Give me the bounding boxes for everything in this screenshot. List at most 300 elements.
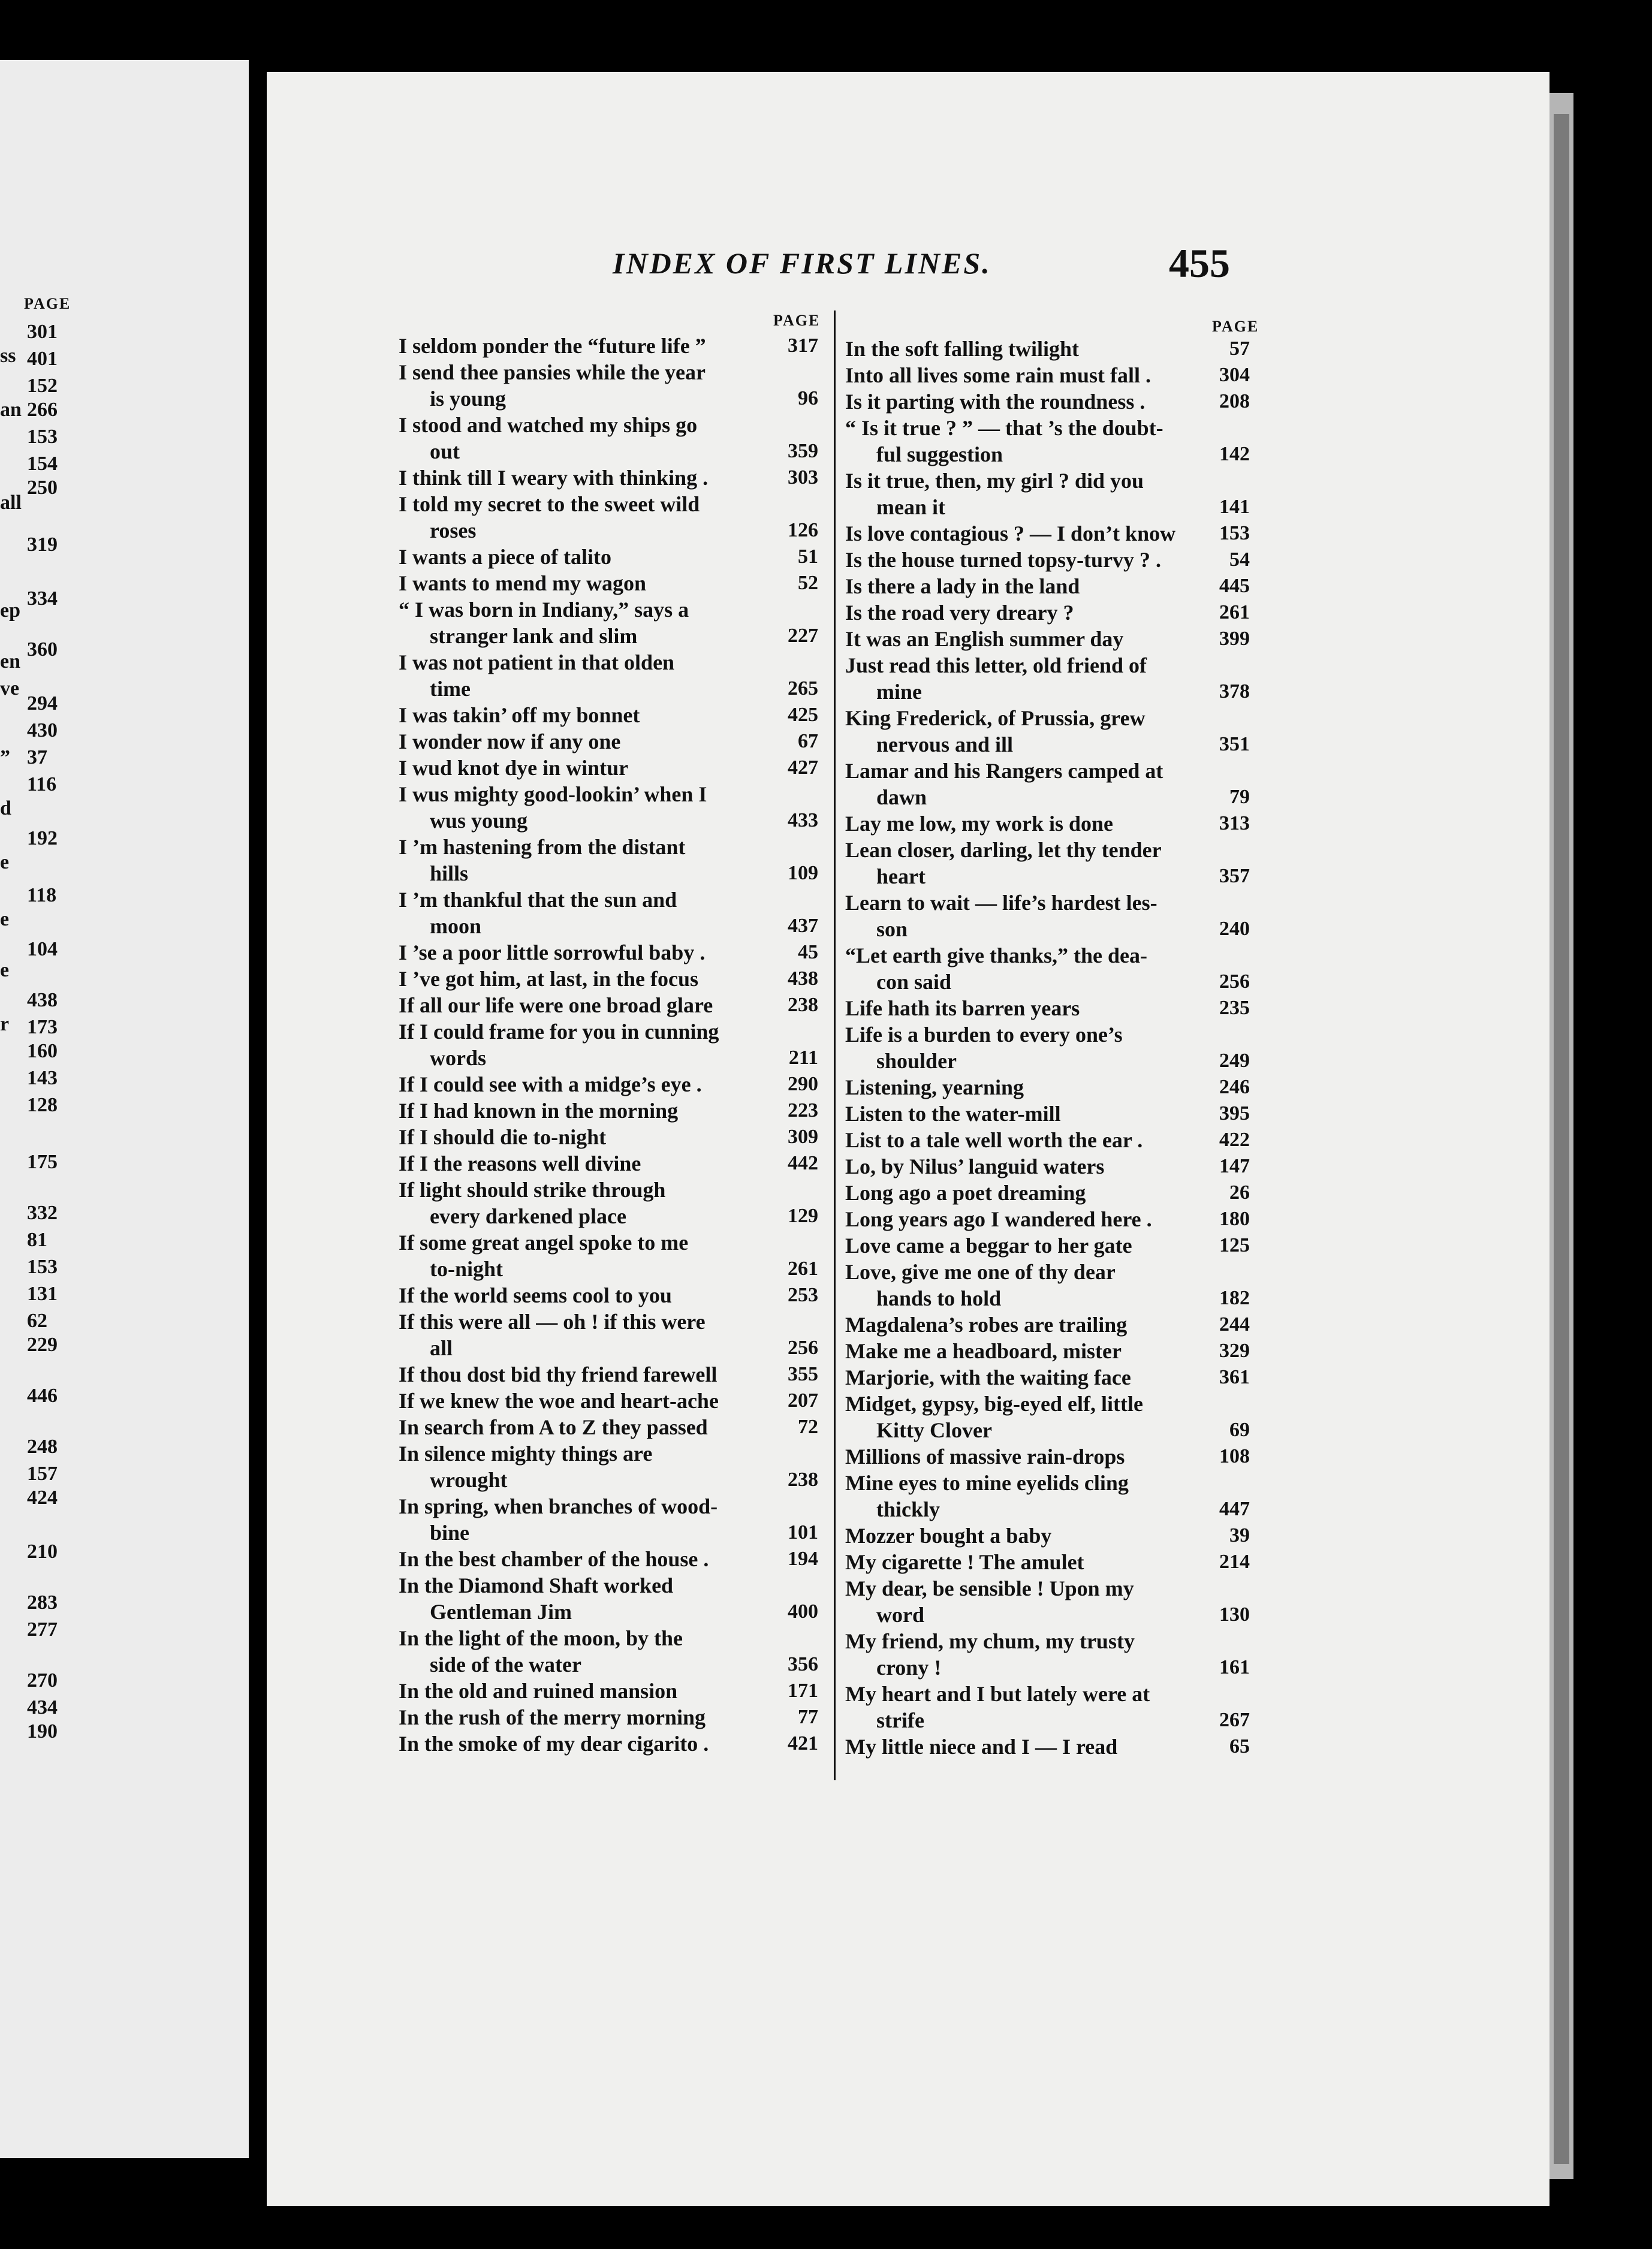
entry-page-number: 208 [1219, 390, 1250, 412]
entry-page-number: 109 [788, 862, 818, 884]
entry-first-line: King Frederick, of Prussia, grew [845, 706, 1145, 730]
entry-first-line: I think till I weary with thinking . [399, 466, 709, 490]
facing-page-number: 153 [27, 1256, 58, 1278]
entry-continuation: words [430, 1046, 487, 1070]
entry-first-line: Lamar and his Rangers camped at [845, 759, 1163, 783]
index-entry [845, 758, 1250, 810]
entry-page-number: 399 [1219, 628, 1250, 650]
running-title: INDEX OF FIRST LINES. [613, 246, 991, 280]
index-entry [399, 570, 818, 596]
entry-continuation: Gentleman Jim [430, 1600, 572, 1624]
index-entry [845, 1312, 1250, 1338]
index-entry [399, 1150, 818, 1177]
index-entry [845, 1127, 1250, 1153]
index-entry [845, 1021, 1250, 1074]
entry-continuation: bine [430, 1521, 470, 1545]
facing-page-number: 210 [27, 1540, 58, 1563]
facing-page-number: 153 [27, 426, 58, 448]
entry-page-number: 227 [788, 625, 818, 647]
facing-page-number: 430 [27, 719, 58, 741]
entry-page-number: 303 [788, 466, 818, 489]
entry-page-number: 211 [788, 1047, 818, 1069]
entry-page-number: 438 [788, 967, 818, 990]
facing-page-number: 446 [27, 1385, 58, 1407]
entry-page-number: 182 [1219, 1287, 1250, 1309]
entry-page-number: 171 [788, 1680, 818, 1702]
facing-page-number: 334 [27, 587, 58, 610]
entry-page-number: 130 [1219, 1603, 1250, 1626]
index-entry [399, 1018, 818, 1071]
facing-page-number: 360 [27, 638, 58, 661]
entry-page-number: 141 [1219, 496, 1250, 518]
entry-first-line: “ Is it true ? ” — that ’s the doubt- [845, 416, 1163, 440]
index-entry [845, 1549, 1250, 1575]
entry-page-number: 238 [788, 994, 818, 1016]
facing-page-number: 192 [27, 827, 58, 849]
entry-first-line: Learn to wait — life’s hardest les- [845, 891, 1157, 915]
entry-page-number: 425 [788, 704, 818, 726]
entry-first-line: Listening, yearning [845, 1075, 1024, 1099]
entry-first-line: If I should die to-night [399, 1125, 607, 1149]
page-column-head-left: PAGE [773, 312, 821, 329]
entry-page-number: 26 [1229, 1181, 1250, 1204]
facing-page-number: 283 [27, 1591, 58, 1614]
facing-page-number: 270 [27, 1669, 58, 1692]
entry-first-line: In silence mighty things are [399, 1442, 653, 1466]
index-entry [845, 1364, 1250, 1391]
facing-page-number: 143 [27, 1067, 58, 1089]
facing-page-fragment: all [0, 492, 22, 514]
index-entry [399, 781, 818, 834]
entry-first-line: If thou dost bid thy friend farewell [399, 1362, 718, 1386]
facing-page-number: 319 [27, 533, 58, 556]
index-entry [845, 1575, 1250, 1628]
facing-page-number: 229 [27, 1334, 58, 1356]
entry-page-number: 194 [788, 1548, 818, 1570]
facing-page-number: 37 [27, 746, 47, 768]
entry-page-number: 77 [798, 1706, 818, 1728]
entry-first-line: I wants a piece of talito [399, 545, 611, 569]
entry-page-number: 304 [1219, 364, 1250, 386]
facing-page-fragment: e [0, 851, 10, 873]
index-entry [399, 649, 818, 702]
entry-first-line: If the world seems cool to you [399, 1283, 672, 1307]
facing-page-number: 104 [27, 938, 58, 960]
entry-page-number: 67 [798, 730, 818, 752]
index-entry [845, 415, 1250, 468]
entry-page-number: 442 [788, 1152, 818, 1174]
entry-first-line: I was not patient in that olden [399, 650, 675, 674]
facing-page-fragment: d [0, 797, 11, 819]
entry-first-line: I stood and watched my ships go [399, 413, 698, 437]
entry-first-line: Love, give me one of thy dear [845, 1260, 1116, 1284]
facing-page-number: 154 [27, 453, 58, 475]
facing-page-fragment: e [0, 908, 10, 930]
entry-page-number: 317 [788, 334, 818, 357]
entry-page-number: 313 [1219, 812, 1250, 834]
entry-first-line: Life is a burden to every one’s [845, 1023, 1123, 1047]
facing-page-number: 266 [27, 399, 58, 421]
entry-first-line: I send thee pansies while the year [399, 360, 706, 384]
index-entry [845, 599, 1250, 626]
index-entry [399, 1361, 818, 1388]
entry-page-number: 142 [1219, 443, 1250, 465]
entry-first-line: I seldom ponder the “future life ” [399, 334, 706, 358]
index-entry [399, 412, 818, 465]
index-entry [845, 1628, 1250, 1681]
facing-page-number: 438 [27, 989, 58, 1011]
index-entry [845, 1523, 1250, 1549]
entry-continuation: is young [430, 387, 507, 411]
entry-continuation: wrought [430, 1468, 508, 1492]
index-entry [845, 1153, 1250, 1180]
entry-page-number: 400 [788, 1600, 818, 1623]
index-entry [845, 810, 1250, 837]
facing-page-number: 277 [27, 1618, 58, 1641]
column-rule [834, 310, 836, 1780]
entry-continuation: con said [876, 970, 952, 994]
entry-page-number: 309 [788, 1126, 818, 1148]
entry-first-line: My cigarette ! The amulet [845, 1550, 1084, 1574]
entry-continuation: hands to hold [876, 1286, 1002, 1310]
entry-page-number: 261 [1219, 601, 1250, 623]
entry-page-number: 249 [1219, 1050, 1250, 1072]
entry-first-line: I ’se a poor little sorrowful baby . [399, 940, 706, 964]
entry-first-line: If all our life were one broad glare [399, 993, 713, 1017]
entry-page-number: 261 [788, 1258, 818, 1280]
entry-page-number: 147 [1219, 1155, 1250, 1177]
facing-page-fragment: ss [0, 345, 16, 367]
entry-first-line: List to a tale well worth the ear . [845, 1128, 1143, 1152]
index-entry [399, 1388, 818, 1414]
entry-continuation: side of the water [430, 1653, 581, 1677]
index-entry [845, 1180, 1250, 1206]
index-entry [399, 1678, 818, 1704]
index-entry [845, 1232, 1250, 1259]
index-entry [845, 1101, 1250, 1127]
entry-first-line: I wus mighty good-lookin’ when I [399, 782, 707, 806]
entry-page-number: 161 [1219, 1656, 1250, 1678]
index-entry [845, 890, 1250, 942]
facing-page-fragment: ve [0, 677, 20, 700]
entry-page-number: 445 [1219, 575, 1250, 597]
index-entry [399, 1440, 818, 1493]
entry-continuation: shoulder [876, 1049, 957, 1073]
facing-page-number: 81 [27, 1229, 47, 1251]
entry-page-number: 427 [788, 756, 818, 779]
index-entry [399, 333, 818, 359]
entry-page-number: 395 [1219, 1102, 1250, 1124]
entry-continuation: roses [430, 518, 477, 542]
entry-page-number: 39 [1229, 1524, 1250, 1546]
entry-page-number: 422 [1219, 1129, 1250, 1151]
index-entry [399, 1229, 818, 1282]
facing-page-column-head: PAGE [24, 295, 71, 312]
entry-page-number: 355 [788, 1363, 818, 1385]
index-entry [845, 1206, 1250, 1232]
index-entry [399, 728, 818, 755]
facing-page-number: 62 [27, 1310, 47, 1332]
entry-page-number: 246 [1219, 1076, 1250, 1098]
entry-first-line: Long ago a poet dreaming [845, 1181, 1086, 1205]
index-entry [845, 652, 1250, 705]
entry-continuation: word [876, 1603, 924, 1627]
entry-continuation: moon [430, 914, 482, 938]
facing-page-number: 424 [27, 1487, 58, 1509]
entry-page-number: 244 [1219, 1313, 1250, 1335]
entry-first-line: If this were all — oh ! if this were [399, 1310, 706, 1334]
entry-page-number: 356 [788, 1653, 818, 1675]
entry-first-line: My dear, be sensible ! Upon my [845, 1576, 1134, 1600]
entry-page-number: 125 [1219, 1234, 1250, 1256]
facing-page-number: 248 [27, 1436, 58, 1458]
facing-page-number: 175 [27, 1151, 58, 1173]
entry-first-line: My friend, my chum, my trusty [845, 1629, 1135, 1653]
index-entry [399, 596, 818, 649]
index-entry [399, 939, 818, 966]
entry-first-line: If I could frame for you in cunning [399, 1020, 719, 1044]
entry-first-line: My little niece and I — I read [845, 1735, 1118, 1759]
entry-page-number: 235 [1219, 997, 1250, 1019]
index-entry [845, 336, 1250, 362]
entry-first-line: I told my secret to the sweet wild [399, 492, 700, 516]
index-entry [399, 1493, 818, 1546]
entry-first-line: Mine eyes to mine eyelids cling [845, 1471, 1129, 1495]
index-entry [845, 995, 1250, 1021]
entry-first-line: Mozzer bought a baby [845, 1524, 1052, 1548]
entry-first-line: In search from A to Z they passed [399, 1415, 708, 1439]
entry-continuation: every darkened place [430, 1204, 626, 1228]
entry-page-number: 57 [1229, 337, 1250, 360]
entry-first-line: If I had known in the morning [399, 1099, 679, 1123]
index-entry [399, 1282, 818, 1309]
entry-first-line: If I could see with a midge’s eye . [399, 1072, 702, 1096]
index-entry [399, 702, 818, 728]
entry-first-line: Lean closer, darling, let thy tender [845, 838, 1162, 862]
entry-page-number: 265 [788, 677, 818, 700]
entry-first-line: Midget, gypsy, big-eyed elf, little [845, 1392, 1143, 1416]
entry-page-number: 52 [798, 572, 818, 594]
entry-first-line: Make me a headboard, mister [845, 1339, 1122, 1363]
entry-first-line: In the light of the moon, by the [399, 1626, 683, 1650]
entry-page-number: 65 [1229, 1735, 1250, 1757]
entry-first-line: Lo, by Nilus’ languid waters [845, 1154, 1105, 1178]
index-entry [845, 1681, 1250, 1734]
index-entry [845, 547, 1250, 573]
index-entry [399, 887, 818, 939]
entry-first-line: Into all lives some rain must fall . [845, 363, 1151, 387]
entry-page-number: 214 [1219, 1551, 1250, 1573]
entry-page-number: 153 [1219, 522, 1250, 544]
entry-first-line: If we knew the woe and heart-ache [399, 1389, 719, 1413]
index-entry [845, 942, 1250, 995]
entry-first-line: Magdalena’s robes are trailing [845, 1313, 1128, 1337]
entry-first-line: I wud knot dye in wintur [399, 756, 629, 780]
index-entry [399, 1071, 818, 1098]
entry-first-line: I was takin’ off my bonnet [399, 703, 640, 727]
entry-continuation: ful suggestion [876, 442, 1003, 466]
entry-continuation: son [876, 917, 908, 941]
entry-first-line: In the best chamber of the house . [399, 1547, 709, 1571]
index-entry [845, 468, 1250, 520]
entry-page-number: 45 [798, 941, 818, 963]
facing-page-number: 250 [27, 477, 58, 499]
index-entry [845, 573, 1250, 599]
entry-first-line: Is it parting with the roundness . [845, 390, 1145, 414]
facing-page-number: 152 [27, 375, 58, 397]
entry-first-line: If light should strike through [399, 1178, 666, 1202]
index-entry [845, 362, 1250, 388]
entry-first-line: In the soft falling twilight [845, 337, 1080, 361]
entry-page-number: 267 [1219, 1709, 1250, 1731]
entry-continuation: dawn [876, 785, 927, 809]
index-entry [399, 1124, 818, 1150]
entry-continuation: mine [876, 680, 922, 704]
entry-page-number: 253 [788, 1284, 818, 1306]
entry-page-number: 447 [1219, 1498, 1250, 1520]
entry-first-line: I ’m thankful that the sun and [399, 888, 677, 912]
facing-page-number: 434 [27, 1696, 58, 1719]
facing-page-number: 128 [27, 1094, 58, 1116]
index-entry [845, 1338, 1250, 1364]
entry-first-line: Marjorie, with the waiting face [845, 1365, 1131, 1389]
index-entry [399, 755, 818, 781]
facing-page-number: 118 [27, 884, 57, 906]
entry-continuation: nervous and ill [876, 732, 1014, 756]
index-entry [399, 1098, 818, 1124]
entry-continuation: wus young [430, 809, 528, 833]
entry-first-line: If some great angel spoke to me [399, 1231, 689, 1255]
entry-continuation: mean it [876, 495, 945, 519]
entry-first-line: I ’m hastening from the distant [399, 835, 686, 859]
entry-first-line: “ I was born in Indiany,” says a [399, 598, 689, 622]
entry-continuation: all [430, 1336, 453, 1360]
index-entry [399, 1625, 818, 1678]
facing-page-fragment: r [0, 1013, 10, 1035]
index-entry [399, 1704, 818, 1731]
facing-page-fragment: ep [0, 599, 20, 622]
entry-continuation: strife [876, 1708, 924, 1732]
facing-page-number: 116 [27, 773, 57, 795]
index-entry [399, 491, 818, 544]
facing-page-number: 332 [27, 1202, 58, 1224]
facing-page-number: 157 [27, 1463, 58, 1485]
page-number: 455 [1169, 240, 1230, 286]
entry-first-line: Is love contagious ? — I don’t know [845, 521, 1176, 545]
facing-page-fragment: e [0, 959, 10, 981]
entry-first-line: Just read this letter, old friend of [845, 653, 1147, 677]
index-entry [399, 1572, 818, 1625]
entry-first-line: Is there a lady in the land [845, 574, 1080, 598]
entry-page-number: 69 [1229, 1419, 1250, 1441]
facing-page-number: 160 [27, 1040, 58, 1062]
entry-continuation: time [430, 677, 471, 701]
entry-continuation: hills [430, 861, 469, 885]
entry-page-number: 207 [788, 1389, 818, 1412]
entry-continuation: stranger lank and slim [430, 624, 638, 648]
entry-first-line: I ’ve got him, at last, in the focus [399, 967, 698, 991]
index-entry [399, 1731, 818, 1757]
entry-page-number: 240 [1219, 918, 1250, 940]
index-entry [845, 837, 1250, 890]
entry-first-line: Life hath its barren years [845, 996, 1080, 1020]
entry-page-number: 238 [788, 1469, 818, 1491]
entry-page-number: 108 [1219, 1445, 1250, 1467]
facing-page-number: 301 [27, 321, 58, 343]
index-entry [399, 834, 818, 887]
index-entry [845, 388, 1250, 415]
entry-page-number: 290 [788, 1073, 818, 1095]
entry-continuation: out [430, 439, 460, 463]
page-column-head-right: PAGE [1212, 318, 1259, 335]
entry-first-line: It was an English summer day [845, 627, 1124, 651]
index-entry [399, 1309, 818, 1361]
index-entry [845, 1470, 1250, 1523]
entry-page-number: 329 [1219, 1340, 1250, 1362]
index-entry [399, 966, 818, 992]
entry-page-number: 101 [788, 1521, 818, 1543]
entry-page-number: 359 [788, 440, 818, 462]
entry-continuation: to-night [430, 1257, 504, 1281]
entry-first-line: Lay me low, my work is done [845, 812, 1114, 836]
entry-first-line: If I the reasons well divine [399, 1151, 641, 1175]
entry-first-line: Is the road very dreary ? [845, 601, 1074, 625]
index-entry [399, 1546, 818, 1572]
entry-continuation: heart [876, 864, 926, 888]
entry-page-number: 129 [788, 1205, 818, 1227]
facing-page-fragment: en [0, 650, 20, 673]
index-entry [845, 626, 1250, 652]
entry-continuation: Kitty Clover [876, 1418, 992, 1442]
facing-page-number: 131 [27, 1283, 58, 1305]
entry-first-line: Listen to the water-mill [845, 1102, 1061, 1126]
index-entry [399, 1177, 818, 1229]
entry-first-line: In the rush of the merry morning [399, 1705, 706, 1729]
entry-page-number: 180 [1219, 1208, 1250, 1230]
entry-first-line: Millions of massive rain-drops [845, 1445, 1125, 1469]
entry-page-number: 256 [788, 1337, 818, 1359]
book-edge-shadow [1554, 114, 1569, 2164]
index-entry [399, 992, 818, 1018]
entry-first-line: My heart and I but lately were at [845, 1682, 1150, 1706]
entry-page-number: 378 [1219, 680, 1250, 703]
entry-page-number: 72 [798, 1416, 818, 1438]
entry-page-number: 433 [788, 809, 818, 831]
entry-page-number: 126 [788, 519, 818, 541]
facing-page-fragment: ” [0, 746, 10, 768]
index-entry [845, 1259, 1250, 1312]
entry-page-number: 223 [788, 1099, 818, 1122]
entry-page-number: 361 [1219, 1366, 1250, 1388]
entry-first-line: “Let earth give thanks,” the dea- [845, 943, 1147, 967]
index-entry [399, 544, 818, 570]
index-entry [845, 1734, 1250, 1760]
index-entry [845, 520, 1250, 547]
index-entry [845, 1391, 1250, 1443]
entry-page-number: 357 [1219, 865, 1250, 887]
entry-first-line: I wants to mend my wagon [399, 571, 647, 595]
index-entry [845, 1074, 1250, 1101]
entry-page-number: 51 [798, 545, 818, 568]
entry-continuation: thickly [876, 1497, 940, 1521]
facing-page-fragment: an [0, 399, 22, 421]
entry-page-number: 54 [1229, 548, 1250, 571]
facing-page-number: 401 [27, 348, 58, 370]
entry-page-number: 437 [788, 915, 818, 937]
entry-page-number: 96 [798, 387, 818, 409]
entry-first-line: I wonder now if any one [399, 729, 621, 753]
entry-first-line: Love came a beggar to her gate [845, 1234, 1132, 1258]
